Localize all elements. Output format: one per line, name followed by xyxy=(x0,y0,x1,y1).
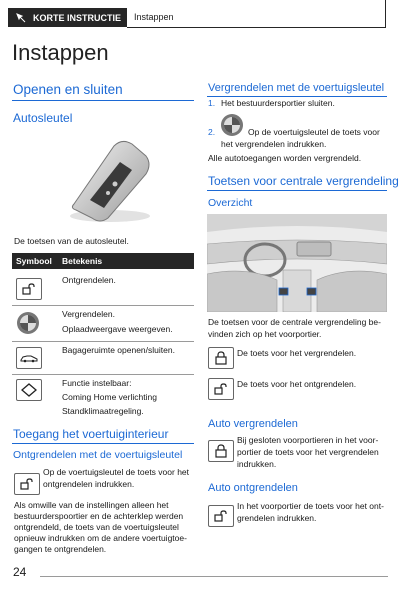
key-table xyxy=(12,253,194,427)
section-tab xyxy=(8,8,127,27)
paragraph-line: opnieuw indrukken om de andere voertuigtoe- xyxy=(14,533,187,543)
unlock-text: De toets voor het ontgrendelen. xyxy=(237,379,357,389)
section-rule xyxy=(12,100,194,101)
column-header: Betekenis xyxy=(62,256,103,266)
car-interior-image xyxy=(207,214,387,312)
paragraph-line: ontgrendeld, de toets van de voertuigsleutel xyxy=(14,522,179,532)
table-cell: Vergrendelen. xyxy=(62,309,115,319)
unlock-icon xyxy=(16,278,42,300)
bmw-logo-icon xyxy=(16,311,40,340)
table-cell: Ontgrendelen. xyxy=(62,275,116,285)
column-header: Symbool xyxy=(16,256,52,266)
unlock-icon xyxy=(14,473,40,495)
table-row xyxy=(12,342,194,375)
interior-caption: vinden zich op het voorportier. xyxy=(208,329,322,339)
table-cell: Bagageruimte openen/sluiten. xyxy=(62,345,175,355)
step-number: 2. xyxy=(208,127,216,137)
auto-unlock-title: Auto ontgrendelen xyxy=(208,482,298,494)
lock-icon xyxy=(208,347,234,369)
header-divider xyxy=(385,0,386,28)
step-text: Op de voertuigsleutel de toets voor xyxy=(248,127,380,137)
page-number: 24 xyxy=(13,565,27,579)
step-text: ontgrendelen indrukken. xyxy=(43,479,135,489)
car-key-image xyxy=(62,134,158,226)
step-number: 1. xyxy=(208,98,216,108)
toetsen-title: Toetsen voor centrale vergrendeling xyxy=(208,174,399,188)
ontgrendelen-title: Ontgrendelen met de voertuigsleutel xyxy=(13,449,183,461)
auto-lock-text: indrukken. xyxy=(237,459,277,469)
interior-caption: De toetsen voor de centrale vergrendeling be- xyxy=(208,317,381,327)
table-cell: Standklimaatregeling. xyxy=(62,406,144,416)
auto-lock-text: Bij gesloten voorportieren in het voor- xyxy=(237,435,379,445)
overzicht-title: Overzicht xyxy=(208,197,253,209)
table-row xyxy=(12,306,194,342)
diamond-icon xyxy=(16,379,42,401)
autosleutel-title: Autosleutel xyxy=(13,111,73,125)
header-rule xyxy=(127,27,385,28)
section-title: Openen en sluiten xyxy=(13,82,123,97)
step-text: Het bestuurdersportier sluiten. xyxy=(221,98,335,108)
lock-icon xyxy=(208,440,234,462)
unlock-icon xyxy=(208,505,234,527)
toegang-title: Toegang het voertuiginterieur xyxy=(13,427,169,441)
page-title: Instappen xyxy=(12,40,109,65)
step-text: het vergrendelen indrukken. xyxy=(221,139,327,149)
auto-unlock-text: grendelen indrukken. xyxy=(237,513,317,523)
result-text: Alle autotoegangen worden vergrendeld. xyxy=(208,153,362,163)
car-trunk-icon xyxy=(16,347,42,369)
section-rule xyxy=(12,443,194,444)
paragraph-line: Als omwille van de instellingen alleen het xyxy=(14,500,169,510)
section-label: KORTE INSTRUCTIE xyxy=(33,12,122,23)
vergrendelen-title: Vergrendelen met de voertuigsleutel xyxy=(208,82,385,94)
footer-rule xyxy=(40,576,388,577)
table-header xyxy=(12,253,194,269)
auto-lock-text: portier de toets voor het vergrendelen xyxy=(237,447,379,457)
step-text: Op de voertuigsleutel de toets voor het xyxy=(43,467,190,477)
unlock-icon xyxy=(208,378,234,400)
pin-icon xyxy=(15,12,27,24)
auto-lock-title: Auto vergrendelen xyxy=(208,418,298,430)
key-caption: De toetsen van de autosleutel. xyxy=(14,236,129,246)
chapter-label: Instappen xyxy=(134,12,174,22)
table-cell: Coming Home verlichting xyxy=(62,392,157,402)
paragraph-line: gangen te ontgrendelen. xyxy=(14,544,107,554)
table-cell: Functie instelbaar: xyxy=(62,378,132,388)
paragraph-line: bestuurderspoortier en de achterklep werden xyxy=(14,511,184,521)
section-rule xyxy=(207,190,387,191)
table-cell: Oplaadweergave weergeven. xyxy=(62,324,173,334)
lock-text: De toets voor het vergrendelen. xyxy=(237,348,357,358)
auto-unlock-text: In het voorportier de toets voor het ont- xyxy=(237,501,384,511)
table-row xyxy=(12,375,194,427)
table-row xyxy=(12,269,194,306)
bmw-logo-icon xyxy=(220,113,244,137)
